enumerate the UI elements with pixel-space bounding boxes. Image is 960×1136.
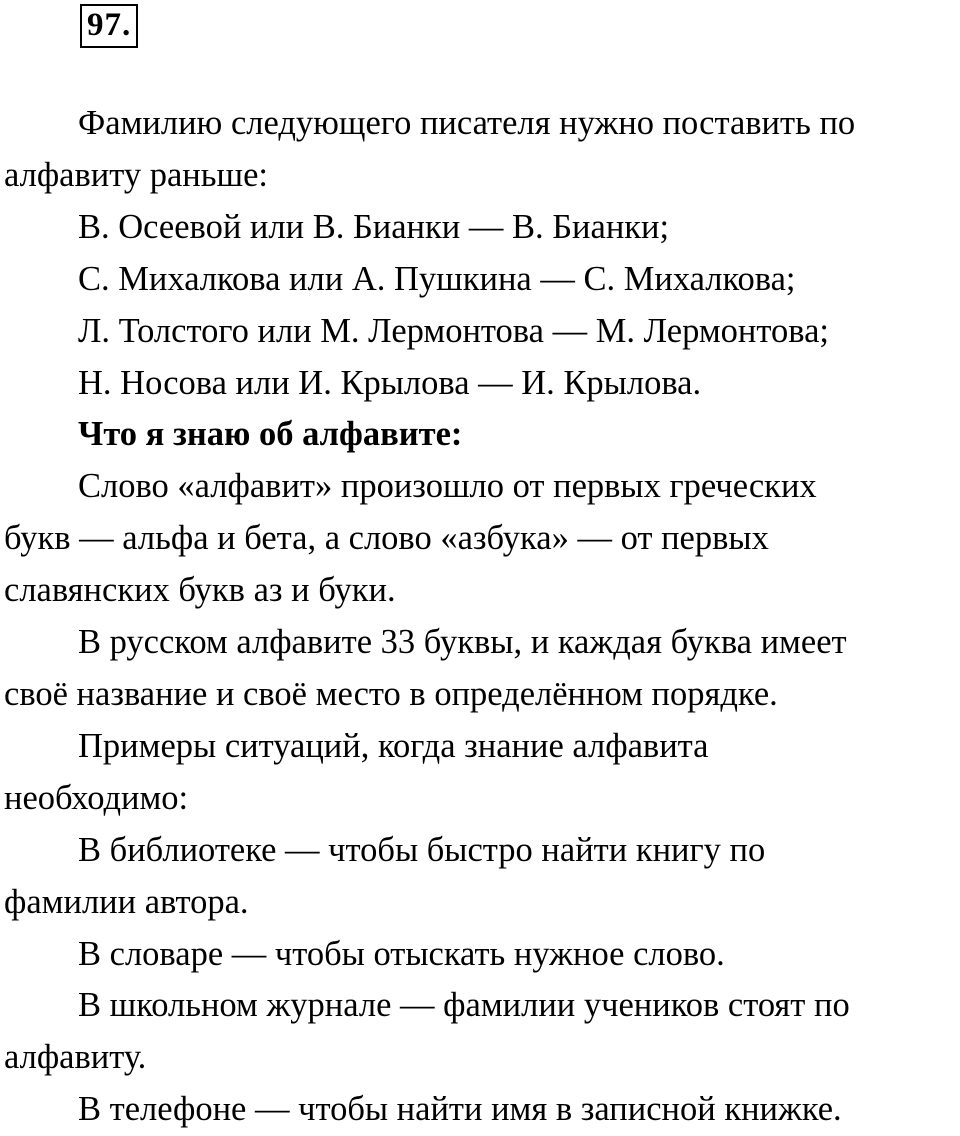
answer-line [4, 306, 956, 358]
text-line: В телефоне — чтобы найти имя в записной книжке. [78, 1090, 842, 1129]
text-line: В словаре — чтобы отыскать нужное слово. [78, 934, 725, 973]
text-line: Слово «алфавит» произошло от первых греческих [78, 467, 817, 506]
answer-text [4, 98, 956, 1136]
text-line: алфавиту раньше: [4, 155, 268, 194]
text-line: алфавиту. [4, 1038, 147, 1077]
text-paragraph [4, 617, 956, 721]
text-line: Л. Толстого или М. Лермонтова — М. Лермонтова; [78, 311, 829, 350]
text-line: В школьном журнале — фамилии учеников стоят по [78, 986, 850, 1025]
intro-paragraph [4, 98, 956, 202]
text-line: фамилии автора. [4, 882, 249, 921]
text-paragraph [4, 980, 956, 1084]
text-paragraph [4, 461, 956, 617]
text-line: Фамилию следующего писателя нужно поставить по [78, 104, 856, 142]
text-line: славянских букв аз и буки. [4, 571, 396, 610]
text-line: Н. Носова или И. Крылова — И. Крылова. [78, 363, 702, 402]
text-line: необходимо: [4, 778, 189, 817]
text-line: Что я знаю об алфавите: [78, 415, 463, 454]
text-line: букв — альфа и бета, а слово «азбука» — от первых [4, 519, 769, 558]
text-line: своё название и своё место в определённом порядке. [4, 674, 778, 713]
text-line: В библиотеке — чтобы быстро найти книгу по [78, 830, 766, 869]
text-paragraph [4, 721, 956, 825]
text-paragraph [4, 929, 956, 981]
answer-line [4, 358, 956, 410]
text-paragraph [4, 825, 956, 929]
text-line: С. Михалкова или А. Пушкина — С. Михалкова; [78, 259, 796, 298]
answer-line [4, 254, 956, 306]
task-number: 97. [80, 4, 138, 48]
section-heading [4, 409, 956, 461]
text-line: В. Осеевой или В. Бианки — В. Бианки; [78, 207, 670, 246]
text-line: В русском алфавите 33 буквы, и каждая буква имеет [78, 623, 847, 662]
text-paragraph [4, 1084, 956, 1136]
text-line: Примеры ситуаций, когда знание алфавита [78, 726, 709, 765]
answer-line [4, 202, 956, 254]
